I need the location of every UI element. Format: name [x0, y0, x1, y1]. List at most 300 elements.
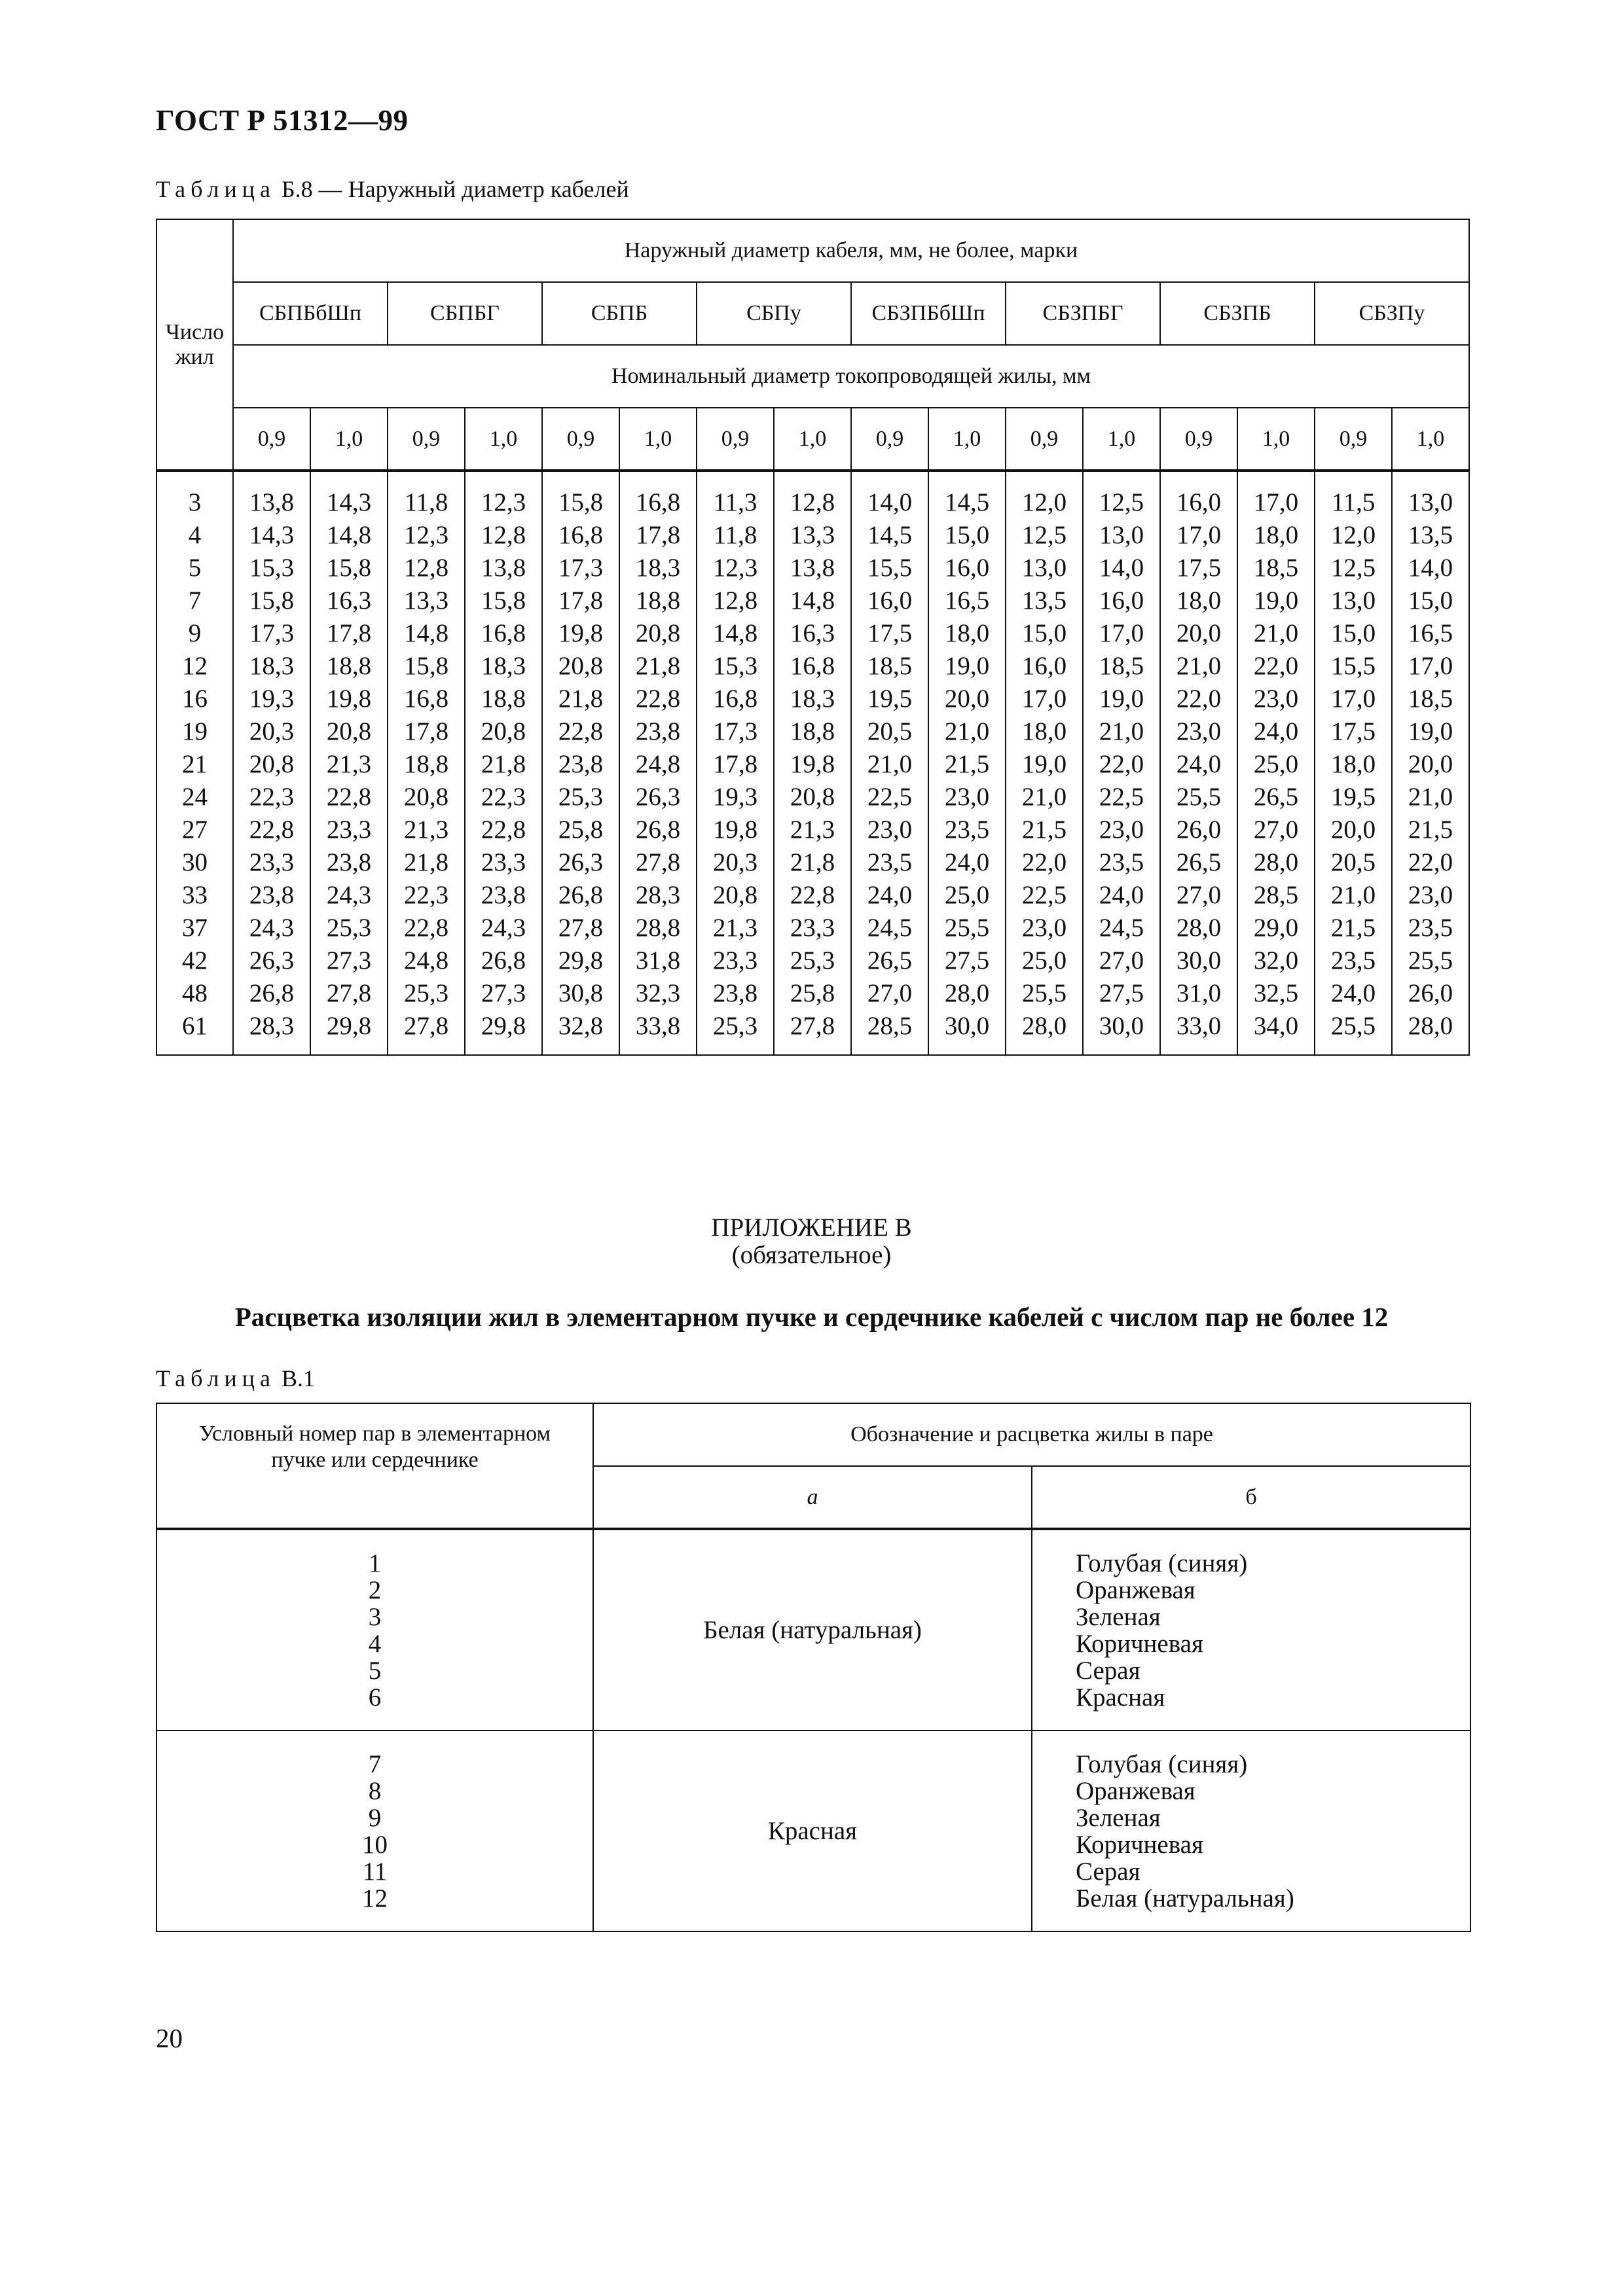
diameter-value: 25,5 [1330, 1012, 1376, 1040]
brand-header: СБЗПу [1315, 282, 1469, 345]
diameter-value: 20,8 [558, 652, 604, 680]
diameter-value: 13,0 [1408, 488, 1453, 516]
diameter-value: 17,5 [1330, 717, 1376, 745]
diameter-value: 14,0 [1408, 554, 1453, 582]
diameter-value: 12,5 [1099, 488, 1144, 516]
diameter-value: 21,3 [712, 914, 758, 942]
diameter-value: 21,0 [1099, 717, 1144, 745]
wire-a-color: Красная [593, 1731, 1032, 1931]
diameter-column [1083, 471, 1160, 1055]
diameter-value: 21,0 [1176, 652, 1222, 680]
appendix-title: ПРИЛОЖЕНИЕ В [711, 1213, 912, 1242]
diameter-value: 24,5 [1099, 914, 1144, 942]
diameter-value: 24,0 [1099, 881, 1144, 909]
diameter-value: 13,5 [1408, 521, 1453, 549]
diameter-column [310, 471, 388, 1055]
diameter-value: 17,5 [1176, 554, 1222, 582]
diameter-value: 23,5 [1408, 914, 1453, 942]
diameter-value: 20,5 [867, 717, 913, 745]
diameter-value: 21,5 [1408, 816, 1453, 844]
appendix-heading: Расцветка изоляции жил в элементарном пучке и сердечнике кабелей с числом пар не более 12 [234, 1302, 1389, 1332]
diameter-value: 28,0 [1021, 1012, 1067, 1040]
diameter-value: 27,8 [790, 1012, 835, 1040]
pair-number: 3 [368, 1602, 382, 1631]
diameter-value: 16,0 [1021, 652, 1067, 680]
diameter-column [1237, 471, 1315, 1055]
diameter-value: 20,3 [249, 717, 295, 745]
diameter-column [697, 471, 774, 1055]
diameter-value: 14,0 [1099, 554, 1144, 582]
diameter-value: 18,5 [1408, 685, 1453, 713]
diameter-value: 23,0 [867, 816, 913, 844]
diameter-value: 27,8 [558, 914, 604, 942]
diameter-value: 15,0 [1021, 619, 1067, 647]
diameter-value: 23,0 [1253, 685, 1299, 713]
wire-b-color: Красная [1076, 1683, 1165, 1712]
cores-value: 48 [182, 979, 208, 1007]
diameter-value: 19,3 [249, 685, 295, 713]
diameter-value: 16,8 [712, 685, 758, 713]
wire-b-color: Зеленая [1076, 1602, 1161, 1631]
diameter-value: 18,8 [635, 586, 681, 615]
diameter-value: 12,5 [1330, 554, 1376, 582]
diameter-value: 18,8 [326, 652, 372, 680]
diameter-value: 27,0 [1253, 816, 1299, 844]
diameter-value: 14,0 [867, 488, 913, 516]
cores-count-header: Число жил [156, 219, 233, 471]
diameter-value: 22,5 [867, 783, 913, 811]
diameter-value: 29,0 [1253, 914, 1299, 942]
diameter-subheader: 0,9 [697, 408, 774, 471]
diameter-value: 21,5 [1330, 914, 1376, 942]
diameter-value: 29,8 [481, 1012, 526, 1040]
diameter-value: 21,0 [867, 750, 913, 778]
diameter-value: 25,5 [1021, 979, 1067, 1007]
diameter-value: 18,5 [867, 652, 913, 680]
diameter-value: 13,8 [790, 554, 835, 582]
diameter-value: 16,8 [558, 521, 604, 549]
diameter-value: 23,3 [326, 816, 372, 844]
diameter-value: 24,8 [635, 750, 681, 778]
diameter-value: 15,8 [249, 586, 295, 615]
table-b8-caption-label: Таблица [156, 176, 276, 202]
diameter-value: 23,8 [558, 750, 604, 778]
diameter-value: 19,0 [1408, 717, 1453, 745]
diameter-value: 21,0 [1408, 783, 1453, 811]
diameter-value: 30,0 [944, 1012, 990, 1040]
diameter-value: 12,3 [403, 521, 449, 549]
cores-value: 27 [182, 816, 208, 844]
diameter-value: 18,0 [1021, 717, 1067, 745]
diameter-subheader: 0,9 [851, 408, 928, 471]
diameter-value: 21,0 [1021, 783, 1067, 811]
diameter-value: 20,3 [712, 848, 758, 876]
wire-b-color: Серая [1076, 1857, 1140, 1886]
diameter-column [233, 471, 310, 1055]
diameter-value: 22,0 [1408, 848, 1453, 876]
diameter-value: 26,5 [867, 946, 913, 975]
diameter-subheader: 1,0 [928, 408, 1006, 471]
cores-value: 19 [182, 717, 208, 745]
cores-value: 9 [188, 619, 202, 647]
diameter-value: 19,8 [790, 750, 835, 778]
diameter-column [542, 471, 619, 1055]
brand-header: СБПБбШп [233, 282, 388, 345]
pair-number: 4 [368, 1629, 382, 1658]
cores-value: 61 [182, 1012, 208, 1040]
diameter-value: 28,0 [1253, 848, 1299, 876]
diameter-value: 12,8 [712, 586, 758, 615]
brand-header: СБПБГ [388, 282, 542, 345]
diameter-value: 13,3 [403, 586, 449, 615]
diameter-value: 27,0 [1176, 881, 1222, 909]
diameter-value: 11,3 [713, 488, 757, 516]
diameter-value: 32,8 [558, 1012, 604, 1040]
diameter-value: 25,5 [1408, 946, 1453, 975]
diameter-value: 15,0 [1330, 619, 1376, 647]
wire-b-color: Оранжевая [1076, 1575, 1195, 1604]
brand-header: СБПБ [542, 282, 697, 345]
wire-b-color: Голубая (синяя) [1076, 1549, 1248, 1577]
diameter-subheader: 1,0 [619, 408, 697, 471]
diameter-value: 15,5 [1330, 652, 1376, 680]
diameter-value: 23,3 [249, 848, 295, 876]
wire-b-colors [1032, 1529, 1470, 1731]
diameter-value: 13,8 [249, 488, 295, 516]
wire-a-color: Белая (натуральная) [593, 1529, 1032, 1731]
diameter-value: 27,8 [326, 979, 372, 1007]
diameter-value: 23,3 [481, 848, 526, 876]
diameter-column [928, 471, 1006, 1055]
diameter-value: 24,0 [867, 881, 913, 909]
diameter-value: 20,8 [403, 783, 449, 811]
diameter-value: 26,5 [1253, 783, 1299, 811]
diameter-value: 26,8 [558, 881, 604, 909]
diameter-value: 20,0 [1330, 816, 1376, 844]
diameter-value: 23,8 [481, 881, 526, 909]
diameter-column [851, 471, 928, 1055]
cores-value: 24 [182, 783, 208, 811]
diameter-value: 23,8 [712, 979, 758, 1007]
diameter-subheader: 0,9 [1006, 408, 1083, 471]
diameter-value: 20,8 [712, 881, 758, 909]
diameter-value: 17,3 [558, 554, 604, 582]
diameter-value: 18,3 [790, 685, 835, 713]
diameter-value: 24,0 [1176, 750, 1222, 778]
diameter-value: 18,3 [635, 554, 681, 582]
diameter-value: 18,0 [1176, 586, 1222, 615]
wire-b-color: Оранжевая [1076, 1776, 1195, 1805]
diameter-value: 12,5 [1021, 521, 1067, 549]
diameter-value: 15,3 [712, 652, 758, 680]
diameter-value: 22,3 [249, 783, 295, 811]
diameter-value: 15,8 [558, 488, 604, 516]
diameter-value: 19,0 [1253, 586, 1299, 615]
diameter-value: 17,0 [1330, 685, 1376, 713]
diameter-value: 27,8 [403, 1012, 449, 1040]
diameter-subheader: 0,9 [1315, 408, 1392, 471]
pair-numbers [156, 1731, 593, 1931]
diameter-value: 14,5 [867, 521, 913, 549]
diameter-subheader: 1,0 [465, 408, 542, 471]
diameter-value: 27,3 [481, 979, 526, 1007]
diameter-value: 25,0 [944, 881, 990, 909]
diameter-value: 26,3 [249, 946, 295, 975]
diameter-subheader: 0,9 [388, 408, 465, 471]
appendix-status: (обязательное) [731, 1241, 892, 1269]
table-v1-caption-text: В.1 [281, 1365, 315, 1391]
diameter-value: 18,3 [481, 652, 526, 680]
diameter-value: 15,8 [481, 586, 526, 615]
diameter-value: 21,8 [635, 652, 681, 680]
diameter-value: 16,5 [944, 586, 990, 615]
diameter-value: 22,8 [558, 717, 604, 745]
diameter-group-header: Наружный диаметр кабеля, мм, не более, марки [233, 219, 1469, 282]
diameter-value: 28,0 [1176, 914, 1222, 942]
diameter-value: 24,8 [403, 946, 449, 975]
diameter-value: 25,8 [558, 816, 604, 844]
diameter-value: 18,0 [1253, 521, 1299, 549]
diameter-value: 28,0 [1408, 1012, 1453, 1040]
diameter-value: 26,3 [558, 848, 604, 876]
diameter-value: 20,5 [1330, 848, 1376, 876]
diameter-value: 28,3 [249, 1012, 295, 1040]
cores-value: 30 [182, 848, 208, 876]
diameter-value: 22,8 [635, 685, 681, 713]
table-b8-caption [156, 175, 629, 203]
diameter-value: 17,8 [403, 717, 449, 745]
cores-value: 21 [182, 750, 208, 778]
diameter-value: 27,8 [635, 848, 681, 876]
brand-header: СБЗПБГ [1006, 282, 1160, 345]
diameter-value: 17,8 [558, 586, 604, 615]
diameter-value: 22,5 [1021, 881, 1067, 909]
diameter-value: 21,8 [790, 848, 835, 876]
diameter-value: 27,0 [1099, 946, 1144, 975]
diameter-column [1392, 471, 1469, 1055]
diameter-value: 20,8 [481, 717, 526, 745]
diameter-value: 22,0 [1021, 848, 1067, 876]
diameter-value: 25,3 [712, 1012, 758, 1040]
diameter-value: 24,0 [1330, 979, 1376, 1007]
diameter-value: 22,8 [481, 816, 526, 844]
wire-b-color: Коричневая [1076, 1629, 1203, 1658]
diameter-value: 17,0 [1408, 652, 1453, 680]
cores-value: 16 [182, 685, 208, 713]
pair-number: 2 [368, 1575, 382, 1604]
diameter-value: 18,8 [403, 750, 449, 778]
pair-number: 1 [368, 1549, 382, 1577]
table-row [156, 1731, 1470, 1931]
diameter-value: 20,8 [790, 783, 835, 811]
diameter-value: 25,0 [1253, 750, 1299, 778]
pair-number: 5 [368, 1656, 382, 1685]
diameter-value: 21,0 [1253, 619, 1299, 647]
diameter-value: 23,0 [1176, 717, 1222, 745]
diameter-column [388, 471, 465, 1055]
brand-header: СБПу [697, 282, 851, 345]
diameter-value: 13,0 [1099, 521, 1144, 549]
diameter-value: 26,0 [1176, 816, 1222, 844]
diameter-value: 14,3 [326, 488, 372, 516]
diameter-value: 15,8 [326, 554, 372, 582]
diameter-value: 23,5 [1099, 848, 1144, 876]
diameter-subheader: 1,0 [774, 408, 851, 471]
cores-value: 12 [182, 652, 208, 680]
diameter-value: 26,0 [1408, 979, 1453, 1007]
diameter-value: 19,8 [712, 816, 758, 844]
cores-column [156, 471, 233, 1055]
cores-value: 33 [182, 881, 208, 909]
wire-b-color: Зеленая [1076, 1803, 1161, 1832]
diameter-value: 21,8 [481, 750, 526, 778]
diameter-value: 16,8 [635, 488, 681, 516]
diameter-value: 18,3 [249, 652, 295, 680]
diameter-value: 16,0 [1099, 586, 1144, 615]
diameter-value: 16,8 [790, 652, 835, 680]
diameter-value: 33,0 [1176, 1012, 1222, 1040]
diameter-value: 13,8 [481, 554, 526, 582]
diameter-value: 25,5 [944, 914, 990, 942]
wire-color-table [156, 1403, 1471, 1932]
diameter-value: 31,0 [1176, 979, 1222, 1007]
diameter-value: 27,3 [326, 946, 372, 975]
diameter-value: 21,5 [944, 750, 990, 778]
wire-b-colors [1032, 1731, 1470, 1931]
diameter-value: 17,0 [1253, 488, 1299, 516]
diameter-value: 16,5 [1408, 619, 1453, 647]
diameter-value: 26,8 [249, 979, 295, 1007]
diameter-column [465, 471, 542, 1055]
diameter-value: 22,8 [326, 783, 372, 811]
diameter-value: 18,5 [1099, 652, 1144, 680]
cable-diameter-table [156, 219, 1470, 1056]
cores-value: 42 [182, 946, 208, 975]
diameter-value: 25,8 [790, 979, 835, 1007]
diameter-column [1160, 471, 1237, 1055]
diameter-value: 24,3 [481, 914, 526, 942]
diameter-value: 20,8 [249, 750, 295, 778]
diameter-value: 27,5 [944, 946, 990, 975]
pair-number: 8 [368, 1776, 382, 1805]
document-header: ГОСТ Р 51312—99 [156, 104, 409, 137]
diameter-value: 15,8 [403, 652, 449, 680]
diameter-value: 27,5 [1099, 979, 1144, 1007]
diameter-value: 12,3 [481, 488, 526, 516]
diameter-value: 20,8 [326, 717, 372, 745]
diameter-value: 14,8 [712, 619, 758, 647]
diameter-value: 23,3 [790, 914, 835, 942]
diameter-value: 31,8 [635, 946, 681, 975]
diameter-value: 13,3 [790, 521, 835, 549]
diameter-value: 18,5 [1253, 554, 1299, 582]
pair-number: 11 [362, 1857, 388, 1886]
diameter-subheader: 0,9 [542, 408, 619, 471]
diameter-value: 34,0 [1253, 1012, 1299, 1040]
diameter-column [619, 471, 697, 1055]
diameter-value: 16,8 [481, 619, 526, 647]
diameter-value: 26,8 [635, 816, 681, 844]
diameter-value: 18,8 [790, 717, 835, 745]
diameter-value: 12,3 [712, 554, 758, 582]
diameter-value: 22,8 [790, 881, 835, 909]
diameter-value: 17,5 [867, 619, 913, 647]
diameter-value: 15,0 [1408, 586, 1453, 615]
diameter-value: 19,8 [326, 685, 372, 713]
diameter-value: 14,8 [790, 586, 835, 615]
diameter-value: 15,3 [249, 554, 295, 582]
diameter-value: 17,8 [712, 750, 758, 778]
diameter-value: 30,0 [1099, 1012, 1144, 1040]
diameter-value: 23,8 [249, 881, 295, 909]
table-v1-caption-label: Таблица [156, 1365, 276, 1391]
diameter-value: 17,8 [635, 521, 681, 549]
diameter-value: 13,5 [1021, 586, 1067, 615]
diameter-column [1006, 471, 1083, 1055]
diameter-value: 15,5 [867, 554, 913, 582]
diameter-value: 28,5 [1253, 881, 1299, 909]
pair-number: 7 [368, 1749, 382, 1778]
diameter-value: 16,0 [944, 554, 990, 582]
diameter-value: 16,0 [1176, 488, 1222, 516]
diameter-value: 30,0 [1176, 946, 1222, 975]
diameter-value: 24,0 [944, 848, 990, 876]
cores-value: 3 [188, 488, 202, 516]
diameter-subheader: 1,0 [1237, 408, 1315, 471]
cores-value: 4 [188, 521, 202, 549]
diameter-value: 19,0 [1021, 750, 1067, 778]
diameter-value: 11,5 [1331, 488, 1376, 516]
wire-a-header: а [593, 1466, 1032, 1529]
diameter-value: 23,5 [867, 848, 913, 876]
diameter-value: 13,0 [1330, 586, 1376, 615]
diameter-value: 17,3 [712, 717, 758, 745]
diameter-value: 17,0 [1099, 619, 1144, 647]
diameter-value: 13,0 [1021, 554, 1067, 582]
diameter-value: 23,3 [712, 946, 758, 975]
diameter-value: 25,0 [1021, 946, 1067, 975]
diameter-value: 12,8 [403, 554, 449, 582]
nominal-diameter-header: Номинальный диаметр токопроводящей жилы, мм [233, 345, 1469, 408]
pair-number: 6 [368, 1683, 382, 1712]
diameter-value: 16,3 [790, 619, 835, 647]
cores-value: 7 [188, 586, 202, 615]
diameter-value: 18,0 [944, 619, 990, 647]
diameter-column [774, 471, 851, 1055]
diameter-value: 25,3 [790, 946, 835, 975]
pair-number: 12 [362, 1884, 388, 1912]
diameter-subheader: 0,9 [1160, 408, 1237, 471]
diameter-value: 23,8 [635, 717, 681, 745]
diameter-value: 26,8 [481, 946, 526, 975]
pair-number: 9 [368, 1803, 382, 1832]
diameter-value: 23,5 [944, 816, 990, 844]
diameter-value: 21,0 [1330, 881, 1376, 909]
diameter-value: 20,8 [635, 619, 681, 647]
diameter-value: 33,8 [635, 1012, 681, 1040]
diameter-value: 23,0 [1408, 881, 1453, 909]
brand-header: СБЗПБбШп [851, 282, 1006, 345]
diameter-value: 17,3 [249, 619, 295, 647]
diameter-value: 30,8 [558, 979, 604, 1007]
diameter-value: 14,8 [403, 619, 449, 647]
diameter-value: 22,3 [481, 783, 526, 811]
table-b8-caption-text: Б.8 — Наружный диаметр кабелей [281, 176, 629, 202]
diameter-value: 21,3 [790, 816, 835, 844]
diameter-value: 21,3 [326, 750, 372, 778]
diameter-value: 25,3 [403, 979, 449, 1007]
diameter-value: 32,3 [635, 979, 681, 1007]
